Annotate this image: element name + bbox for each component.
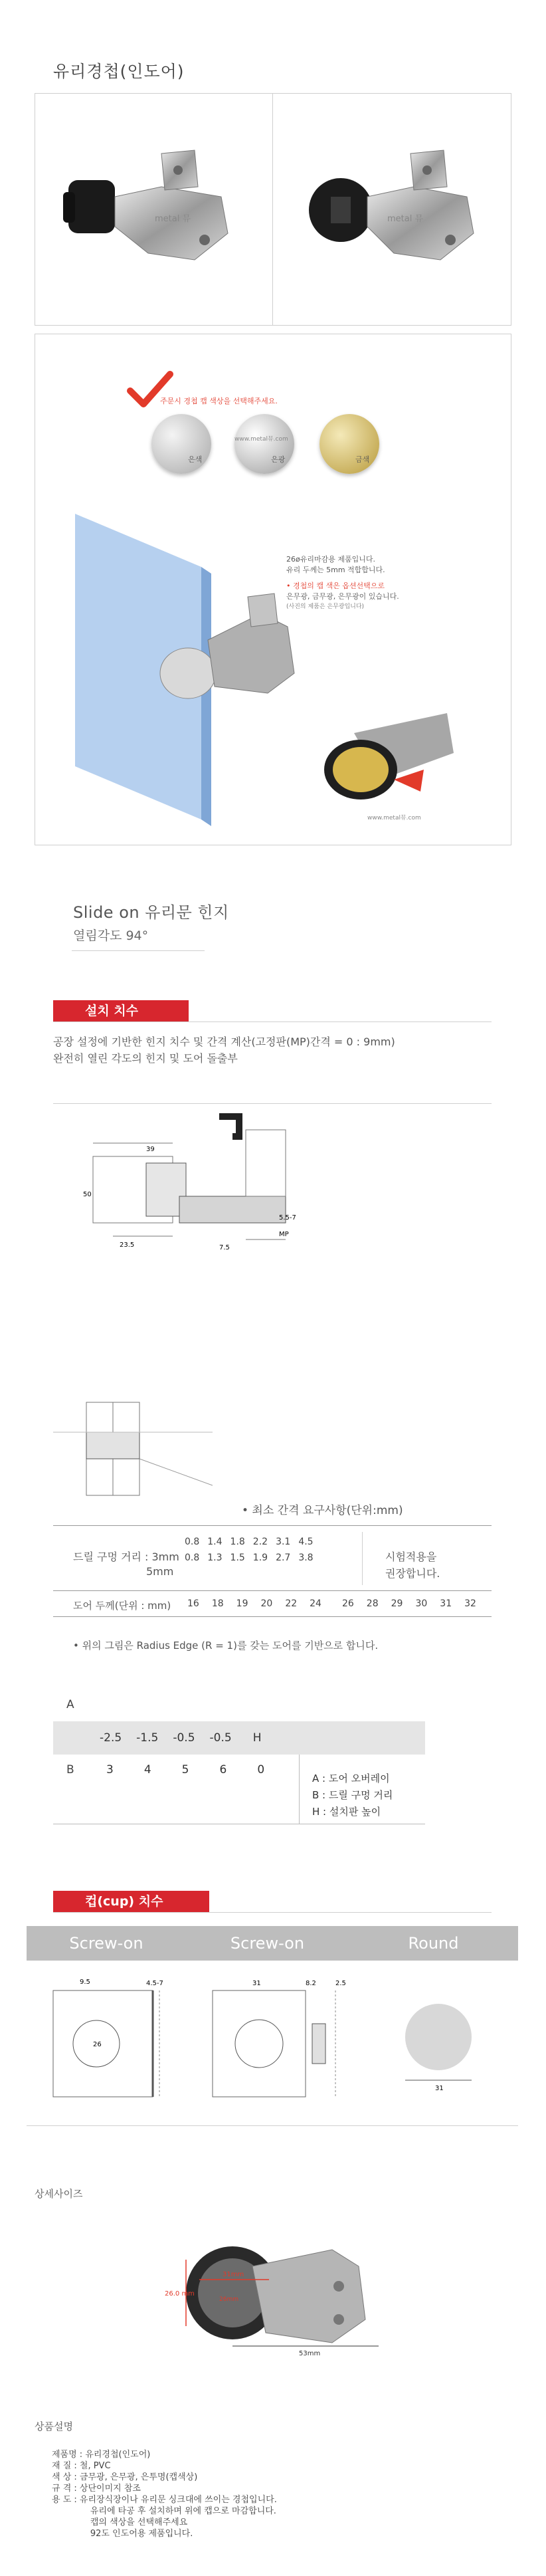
hinge-photo-side bbox=[62, 134, 261, 293]
legend-b: B : 드릴 구멍 거리 bbox=[312, 1789, 393, 1801]
desc-line: 용 도 : 유리장식장이나 유리문 싱크대에 쓰이는 경첩입니다. bbox=[52, 2495, 277, 2505]
table-cell: 3.8 bbox=[298, 1553, 314, 1563]
page-title: 유리경첩(인도어) bbox=[53, 62, 185, 81]
desc-line: 92도 인도어용 제품입니다. bbox=[52, 2529, 193, 2539]
drill-label-5mm: 5mm bbox=[146, 1565, 174, 1578]
table-vline bbox=[299, 1755, 300, 1824]
table-cell: 1.5 bbox=[230, 1553, 245, 1563]
thickness-value: 19 bbox=[236, 1598, 248, 1609]
desc-label: 상품설명 bbox=[35, 2420, 73, 2432]
row-b-value: 5 bbox=[181, 1763, 189, 1776]
photo-watermark: metal 뮤 bbox=[155, 214, 191, 224]
table-cell: 2.2 bbox=[252, 1537, 268, 1547]
side-note-1: 시험적용을 bbox=[385, 1551, 437, 1563]
detail-label: 상세사이즈 bbox=[35, 2188, 83, 2200]
thickness-value: 20 bbox=[260, 1598, 273, 1609]
row-a-value: -2.5 bbox=[100, 1731, 122, 1745]
thickness-value: 22 bbox=[285, 1598, 298, 1609]
row-b-label: B bbox=[66, 1763, 74, 1776]
table-cell: 1.4 bbox=[207, 1537, 223, 1547]
row-b-value: 6 bbox=[219, 1763, 227, 1776]
photo-watermark: metal 뮤 bbox=[387, 214, 424, 224]
desc-line: 규 격 : 상단이미지 참조 bbox=[52, 2484, 141, 2494]
row-a-values bbox=[100, 1731, 261, 1745]
dim-label: 4.5-7 bbox=[146, 1980, 163, 1987]
product-photos-box bbox=[35, 93, 511, 326]
cap-options-box bbox=[35, 334, 511, 845]
dim-label: 8.2 bbox=[306, 1980, 316, 1987]
table-cell: 1.9 bbox=[252, 1553, 268, 1563]
divider bbox=[53, 1616, 492, 1617]
dim-label: 31mm bbox=[223, 2271, 244, 2278]
detail-hidden-dim: 26mm bbox=[219, 2296, 238, 2303]
product-angle: 열림각도 94° bbox=[73, 928, 149, 943]
detail-size-photo bbox=[159, 2226, 399, 2359]
install-note-1: 공장 설정에 기반한 힌지 치수 및 간격 계산(고정판(MP)간격 = 0 : 9mm) bbox=[53, 1035, 395, 1048]
dim-label: 31 bbox=[252, 1980, 261, 1987]
table-cell: 1.8 bbox=[230, 1537, 245, 1547]
table-cell: 3.1 bbox=[276, 1537, 291, 1547]
divider bbox=[53, 1021, 492, 1022]
thickness-value: 30 bbox=[415, 1598, 428, 1609]
legend-a: A : 도어 오버레이 bbox=[312, 1772, 390, 1784]
row-a-value: -1.5 bbox=[136, 1731, 159, 1745]
desc-line: 재 질 : 철, PVC bbox=[52, 2461, 111, 2471]
hinge-photo-top bbox=[301, 134, 500, 293]
thickness-value: 18 bbox=[211, 1598, 224, 1609]
table-cell: 1.3 bbox=[207, 1553, 223, 1563]
cap-color-notice: 주문시 경첩 캡 색상을 선택해주세요. bbox=[160, 397, 278, 405]
dim-label: 26.0 mm bbox=[165, 2290, 195, 2298]
thickness-label: 도어 두께(단위 : mm) bbox=[73, 1600, 171, 1612]
table-row bbox=[181, 1534, 318, 1550]
cap-text-1: 26ø유리마감용 제품입니다. bbox=[286, 555, 375, 564]
glass-panel-illustration bbox=[55, 481, 334, 826]
product-name: Slide on 유리문 힌지 bbox=[73, 903, 229, 922]
cup-drawing-1 bbox=[40, 1971, 186, 2117]
dim-label: 26 bbox=[93, 2041, 102, 2048]
thickness-values bbox=[187, 1598, 476, 1609]
table-cell: 2.7 bbox=[276, 1553, 291, 1563]
gap-drawing bbox=[53, 1392, 213, 1499]
caps-watermark: www.metal뮤.com bbox=[367, 815, 421, 821]
row-b-value: 4 bbox=[143, 1763, 151, 1776]
min-gap-table bbox=[181, 1534, 318, 1566]
thickness-value: 24 bbox=[310, 1598, 321, 1609]
row-a-value: -0.5 bbox=[173, 1731, 195, 1745]
swatch-label: 은광 bbox=[271, 455, 286, 464]
dim-label: 31 bbox=[435, 2085, 444, 2092]
cap-swatch-silver bbox=[151, 414, 211, 474]
swatch-label: 금색 bbox=[355, 455, 370, 464]
cap-text-3: • 경첩의 캡 색은 옵션선택으로 bbox=[286, 582, 385, 590]
dim-label: 53mm bbox=[299, 2350, 321, 2357]
cap-text-5: (사진의 제품은 은무광입니다) bbox=[286, 603, 365, 610]
desc-line: 유리에 타공 후 설치하며 위에 캡으로 마감합니다. bbox=[52, 2506, 276, 2516]
divider bbox=[53, 1912, 492, 1913]
divider bbox=[27, 2125, 518, 2126]
thickness-value: 32 bbox=[464, 1598, 476, 1609]
cap-text-2: 유리 두께는 5mm 적합합니다. bbox=[286, 566, 385, 574]
dim-label: MP bbox=[279, 1231, 289, 1238]
cup-dimensions-tab: 컵(cup) 치수 bbox=[53, 1891, 209, 1912]
dim-label: 7.5 bbox=[219, 1244, 230, 1251]
row-b-value: 0 bbox=[257, 1763, 265, 1776]
row-a-value: H bbox=[252, 1731, 262, 1745]
dim-label: 23.5 bbox=[120, 1241, 135, 1249]
swatch-watermark: www.metal뮤.com bbox=[234, 436, 288, 443]
divider bbox=[53, 1590, 492, 1591]
dim-label: 2.5 bbox=[335, 1980, 346, 1987]
min-gap-title: • 최소 간격 요구사항(단위:mm) bbox=[242, 1504, 403, 1517]
thickness-value: 28 bbox=[366, 1598, 379, 1609]
table-cell: 0.8 bbox=[185, 1537, 200, 1547]
overlay-table bbox=[53, 1691, 425, 1824]
cup-drawing-2 bbox=[199, 1971, 352, 2117]
thickness-value: 16 bbox=[187, 1598, 199, 1609]
row-a-value: -0.5 bbox=[209, 1731, 232, 1745]
divider bbox=[72, 950, 205, 951]
dim-label: 50 bbox=[83, 1191, 92, 1198]
install-drawing bbox=[80, 1103, 319, 1269]
divider bbox=[53, 1525, 492, 1526]
cap-swatch-glossy bbox=[234, 414, 294, 474]
thickness-value: 31 bbox=[440, 1598, 452, 1609]
desc-line: 제품명 : 유리경첩(인도어) bbox=[52, 2450, 151, 2460]
desc-line: 캡의 색상을 선택해주세요 bbox=[52, 2518, 188, 2527]
table-cell: 0.8 bbox=[185, 1553, 200, 1563]
radius-note: • 위의 그림은 Radius Edge (R = 1)를 갖는 도어를 기반으로 합니다. bbox=[73, 1640, 379, 1652]
cup-header-1: Screw-on bbox=[27, 1926, 186, 1961]
dim-label: 39 bbox=[146, 1146, 155, 1153]
install-dimensions-tab: 설치 치수 bbox=[53, 1000, 189, 1021]
desc-line: 색 상 : 금무광, 은무광, 은투명(캡색상) bbox=[52, 2472, 198, 2482]
table-cell: 4.5 bbox=[298, 1537, 314, 1547]
gold-cap-closeup bbox=[314, 706, 460, 813]
cup-header-3: Round bbox=[349, 1926, 518, 1961]
divider bbox=[362, 1532, 363, 1585]
thickness-value: 26 bbox=[341, 1598, 354, 1609]
table-row bbox=[181, 1550, 318, 1566]
legend-h: H : 설치판 높이 bbox=[312, 1806, 381, 1818]
cap-swatch-gold bbox=[319, 414, 379, 474]
cup-header-2: Screw-on bbox=[186, 1926, 349, 1961]
dim-label: 9.5 bbox=[80, 1979, 90, 1986]
swatch-label: 은색 bbox=[188, 455, 203, 464]
cap-text-4: 은무광, 금무광, 은무광이 있습니다. bbox=[286, 592, 399, 601]
dim-label: 5.5-7 bbox=[279, 1214, 296, 1222]
install-note-2: 완전히 열린 각도의 힌지 및 도어 돌출부 bbox=[53, 1052, 238, 1065]
row-a-label: A bbox=[66, 1698, 74, 1711]
drill-label-3mm: 드릴 구멍 거리 : 3mm bbox=[73, 1551, 179, 1563]
photo-divider bbox=[272, 94, 273, 325]
row-b-value: 3 bbox=[106, 1763, 114, 1776]
cup-drawing-3 bbox=[372, 1971, 505, 2117]
desc-lines bbox=[52, 2449, 277, 2539]
thickness-value: 29 bbox=[391, 1598, 403, 1609]
row-b-values bbox=[106, 1763, 264, 1776]
side-note-2: 권장합니다. bbox=[385, 1567, 440, 1580]
